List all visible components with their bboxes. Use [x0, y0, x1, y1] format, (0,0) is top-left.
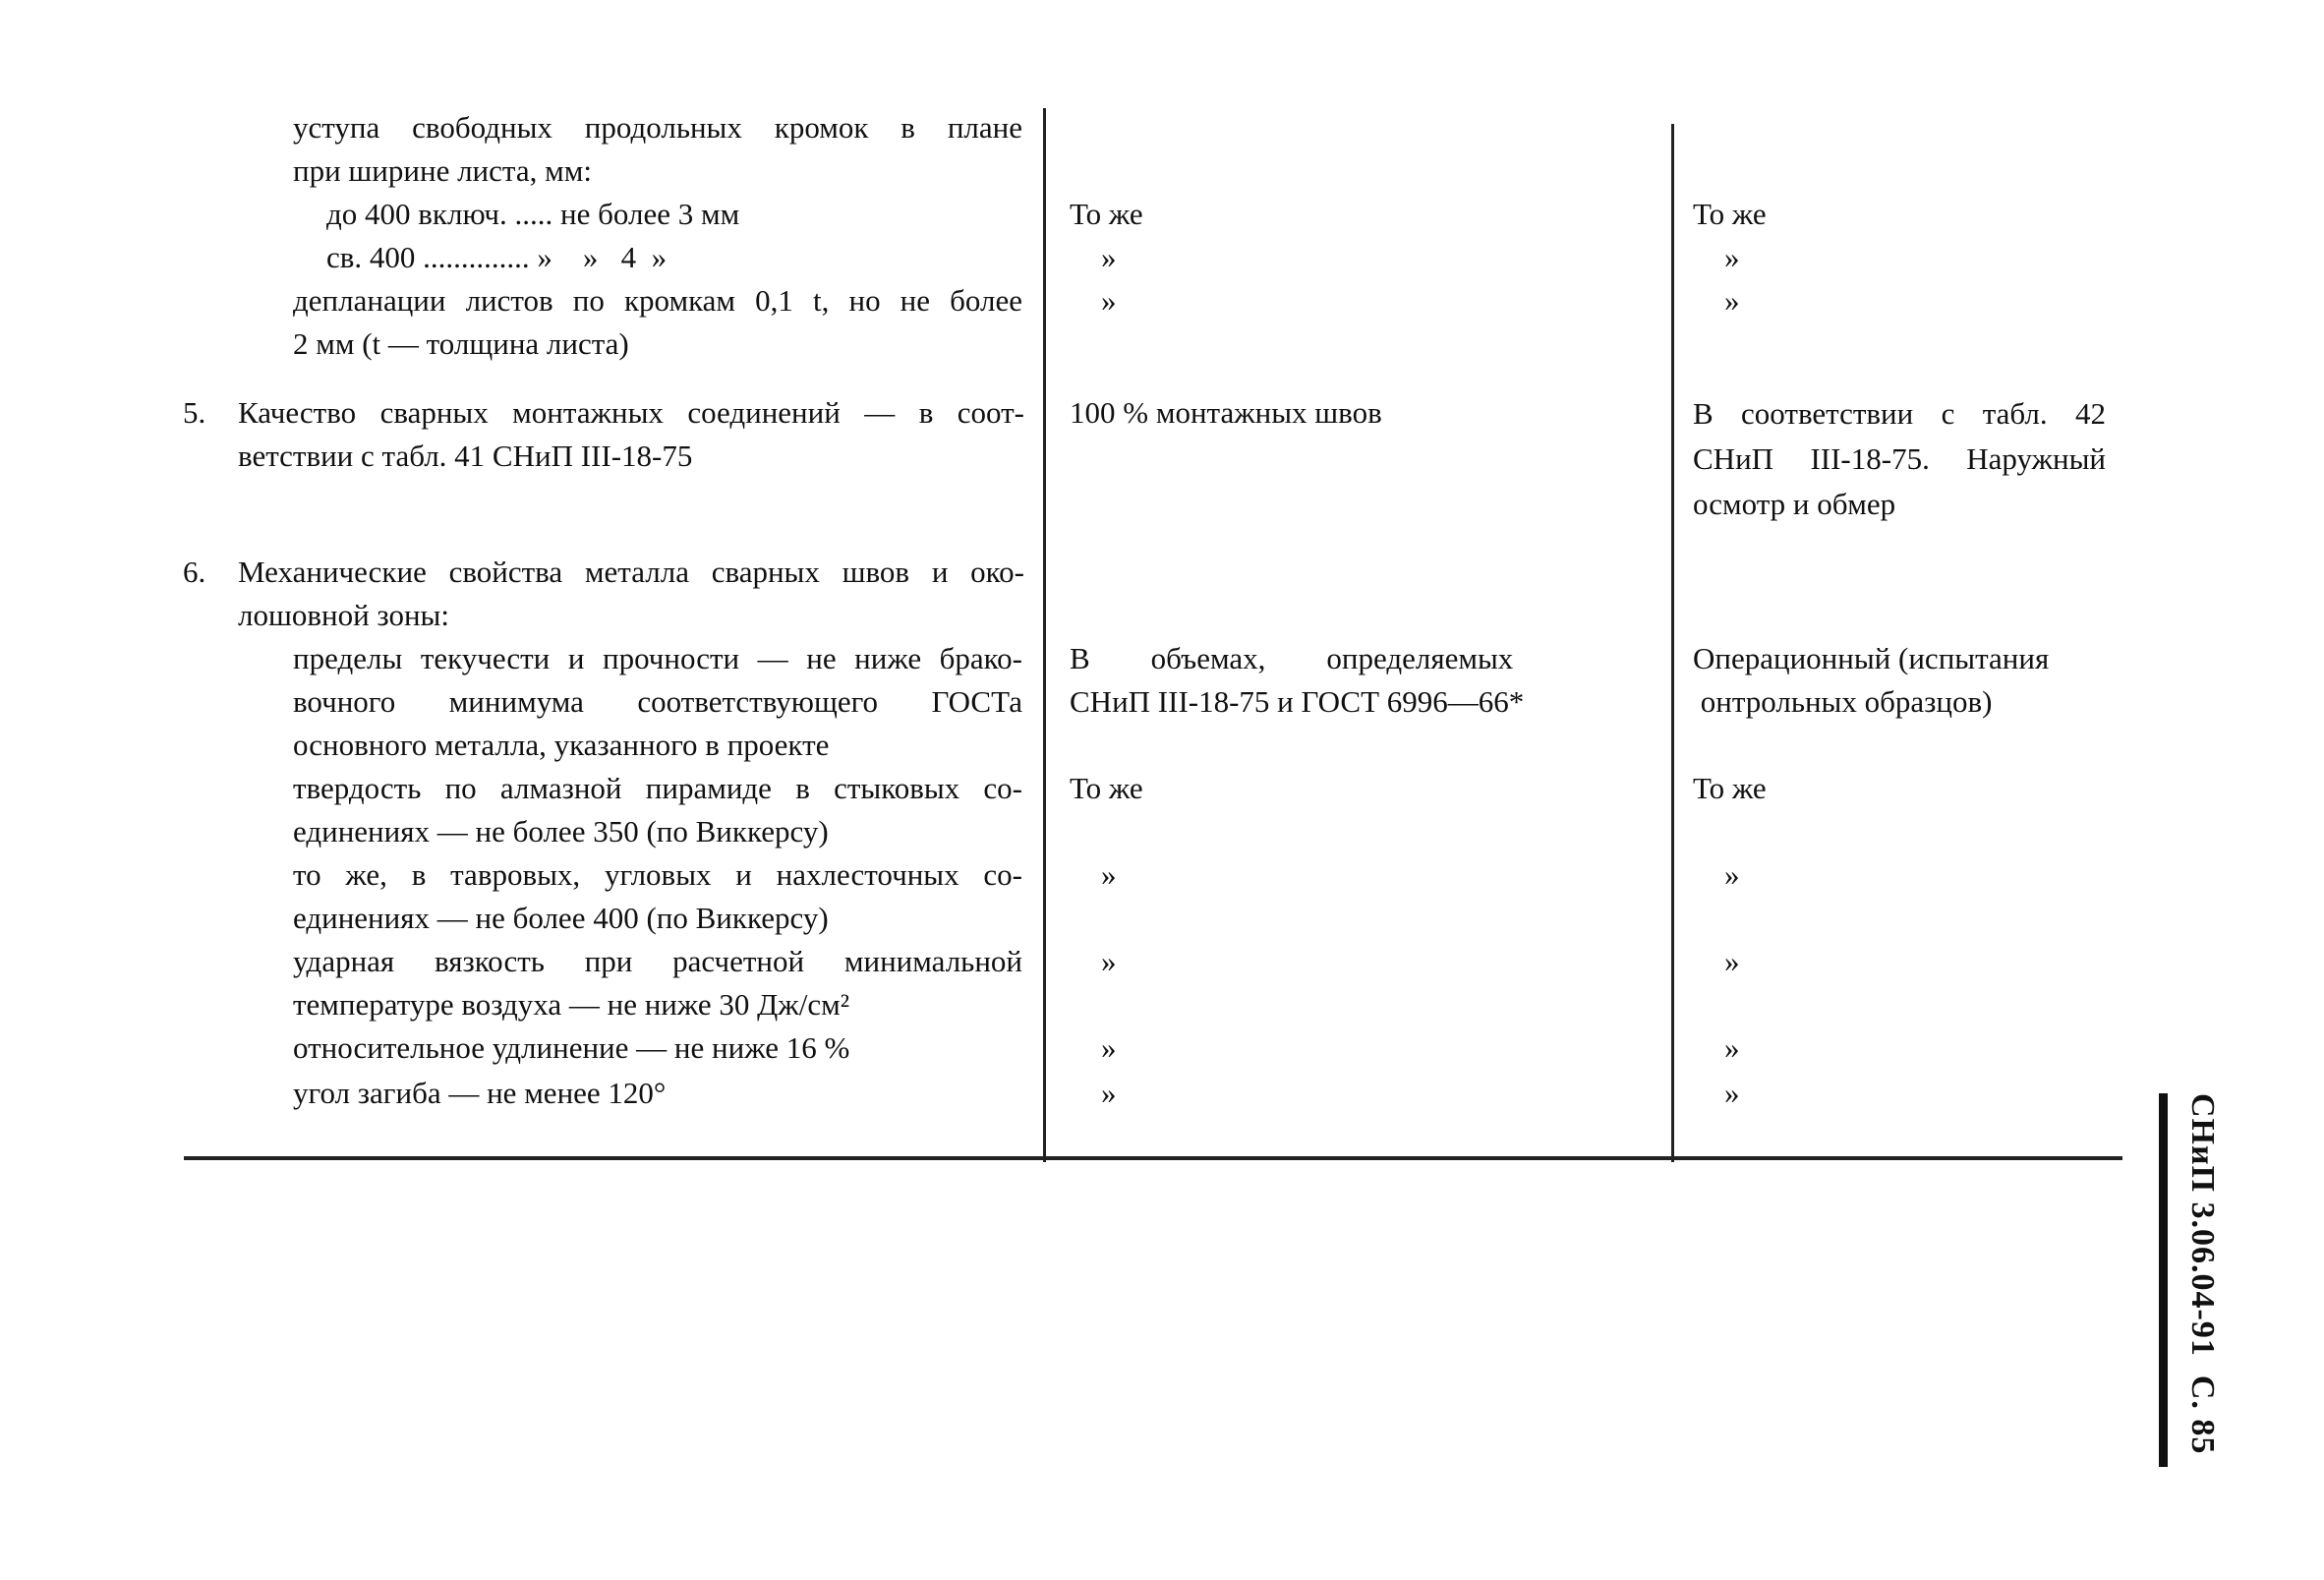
text-line: 100 % монтажных швов — [1070, 395, 1382, 430]
text-line: Механические свойства металла сварных швов и око- — [238, 555, 1024, 589]
row-6-sub-bend-col2 — [1070, 1072, 1644, 1115]
ditto-mark: » — [1101, 944, 1117, 978]
text-line: температуре воздуха — не ниже 30 Дж/см² — [293, 987, 850, 1022]
text-line: св. 400 .............. » » 4 » — [326, 240, 668, 274]
text-line: уступа свободных продольных кромок в плане — [293, 110, 1022, 145]
text-line: до 400 включ. ..... не более 3 мм — [326, 197, 740, 231]
row-6-sub-hardness-tee — [293, 853, 1022, 940]
text-line: твердость по алмазной пирамиде в стыковых со- — [293, 771, 1022, 805]
row-6-sub-elongation-col2 — [1070, 1026, 1644, 1070]
ditto-mark: » — [1724, 283, 1740, 318]
row-number: 5. — [183, 395, 206, 430]
row-6-sub-bend — [293, 1072, 1022, 1115]
text-line: осмотр и обмер — [1693, 487, 1896, 521]
row-number: 6. — [183, 555, 206, 589]
continuation-text — [293, 106, 1022, 366]
row-6-sub-hardness-tee-col3 — [1693, 853, 2106, 897]
row-6-sub-hardness-tee-col2 — [1070, 853, 1644, 897]
column-divider-2 — [1671, 124, 1674, 1162]
ditto-mark: » — [1101, 1076, 1117, 1110]
text-line: То же — [1693, 771, 1767, 805]
ditto-mark: » — [1724, 1030, 1740, 1065]
text-line: депланации листов по кромкам 0,1 t, но не более — [293, 283, 1022, 318]
text-line: угол загиба — не менее 120° — [293, 1076, 667, 1110]
text-line: онтрольных образцов) — [1693, 684, 1993, 719]
column-divider-1 — [1043, 108, 1046, 1162]
text-line: основного металла, указанного в проекте — [293, 728, 830, 762]
ditto-mark: » — [1101, 240, 1117, 274]
text-line: вочного минимума соответствующего ГОСТа — [293, 684, 1022, 719]
continuation-col2 — [1070, 193, 1644, 322]
row-6-sub-hardness-butt-col2 — [1070, 767, 1644, 810]
continuation-col3 — [1693, 193, 2106, 322]
running-header — [2159, 1093, 2230, 1457]
text-line: ветствии с табл. 41 СНиП III-18-75 — [238, 439, 693, 473]
document-code: СНиП 3.06.04-91 — [2184, 1093, 2221, 1357]
row-6-sub-hardness-butt-col3 — [1693, 767, 2106, 810]
row-6-sub-yield-col3 — [1693, 637, 2106, 724]
ditto-mark: » — [1724, 240, 1740, 274]
ditto-mark: » — [1101, 1030, 1117, 1065]
text-line: единениях — не более 400 (по Виккерсу) — [293, 901, 829, 935]
row-6-sub-hardness-butt — [293, 767, 1022, 853]
text-line: Операционный (испытания — [1693, 641, 2050, 675]
page-number: С. 85 — [2184, 1375, 2221, 1455]
table-bottom-rule — [184, 1156, 2122, 1160]
ditto-mark: » — [1101, 283, 1117, 318]
row-6-sub-elongation — [293, 1026, 1022, 1070]
row-6-sub-impact — [293, 940, 1022, 1026]
text-line: То же — [1070, 771, 1143, 805]
row-6-sub-elongation-col3 — [1693, 1026, 2106, 1070]
text-line: То же — [1070, 197, 1143, 231]
text-line: то же, в тавровых, угловых и нахлесточных со- — [293, 857, 1022, 892]
ditto-mark: » — [1724, 944, 1740, 978]
text-line: относительное удлинение — не ниже 16 % — [293, 1030, 850, 1065]
header-bar — [2159, 1093, 2168, 1467]
ditto-mark: » — [1724, 1076, 1740, 1110]
text-line: СНиП III-18-75. Наружный — [1693, 441, 2106, 476]
row-6-sub-yield — [293, 637, 1022, 767]
row-5-col2 — [1070, 391, 1644, 435]
text-line: Качество сварных монтажных соединений — в соот- — [238, 395, 1024, 430]
text-line: лошовной зоны: — [238, 598, 450, 632]
row-6-sub-impact-col3 — [1693, 940, 2106, 983]
text-line: СНиП III-18-75 и ГОСТ 6996—66* — [1070, 684, 1525, 719]
row-6-sub-bend-col3 — [1693, 1072, 2106, 1115]
text-line: при ширине листа, мм: — [293, 153, 592, 188]
text-line: То же — [1693, 197, 1767, 231]
running-header-text — [2177, 1093, 2228, 1467]
ditto-mark: » — [1724, 857, 1740, 892]
row-6-sub-yield-col2 — [1070, 637, 1644, 724]
text-line: ударная вязкость при расчетной минимальной — [293, 944, 1022, 978]
text-line: В соответствии с табл. 42 — [1693, 396, 2106, 431]
row-6-sub-impact-col2 — [1070, 940, 1644, 983]
row-5-col3 — [1693, 391, 2106, 527]
text-line: единениях — не более 350 (по Виккерсу) — [293, 814, 829, 849]
text-line: 2 мм (t — толщина листа) — [293, 326, 629, 361]
text-line: пределы текучести и прочности — не ниже брако- — [293, 641, 1022, 675]
text-line: В объемах, определяемых — [1070, 641, 1514, 675]
ditto-mark: » — [1101, 857, 1117, 892]
